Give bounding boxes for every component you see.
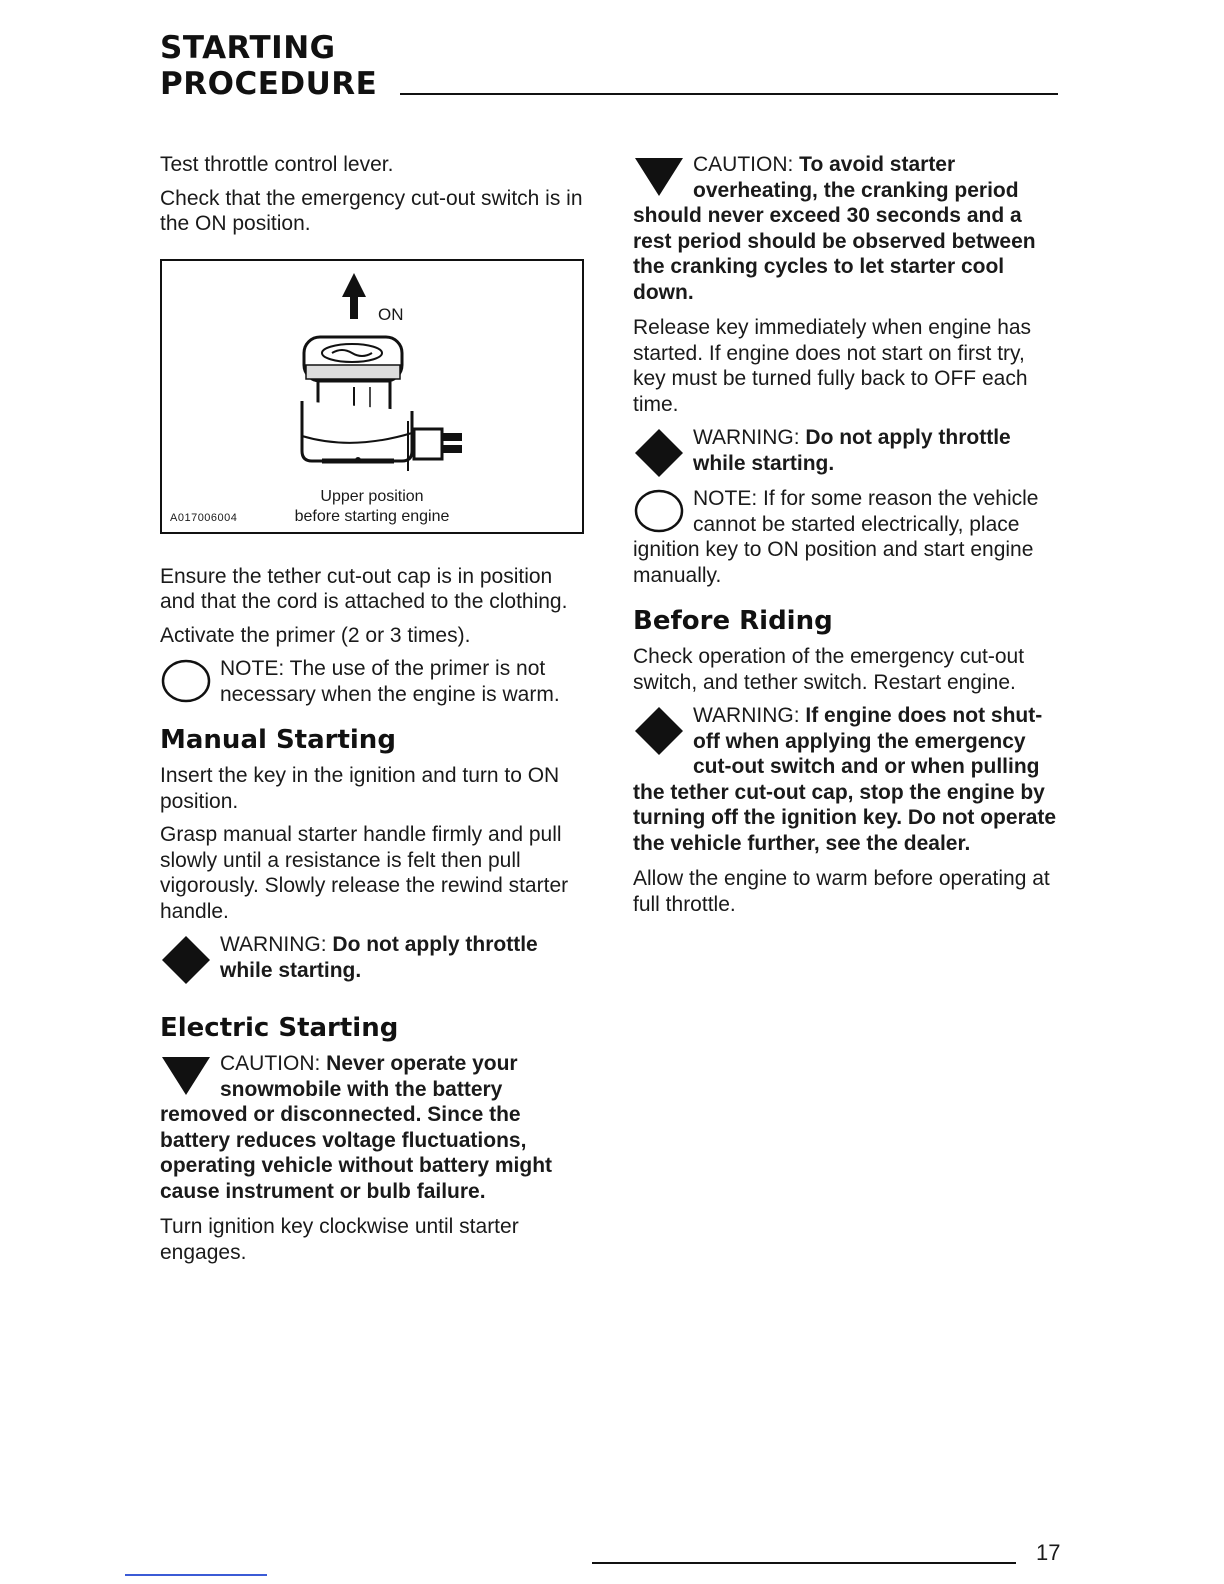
on-label: ON bbox=[378, 304, 404, 324]
header-rule bbox=[400, 93, 1058, 95]
caution-label: CAUTION: bbox=[220, 1052, 321, 1075]
note-circle-icon bbox=[160, 658, 212, 704]
paragraph: Test throttle control lever. bbox=[160, 153, 394, 176]
caution-notice bbox=[633, 152, 1061, 305]
warning-notice bbox=[633, 425, 1061, 476]
note-notice bbox=[160, 656, 588, 707]
note-label: NOTE: bbox=[693, 487, 758, 510]
note-circle-icon bbox=[633, 488, 685, 534]
note-text: The use of the primer is not necessary when the engine is warm. bbox=[220, 657, 560, 706]
paragraph: Allow the engine to warm before operating at full throttle. bbox=[633, 867, 1050, 916]
warning-diamond-icon bbox=[160, 934, 212, 984]
page-title bbox=[160, 30, 377, 102]
paragraph: Turn ignition key clockwise until starter engages. bbox=[160, 1215, 519, 1264]
bottom-edge-mark bbox=[125, 1574, 267, 1576]
figure-caption-line2: before starting engine bbox=[294, 507, 450, 525]
caution-triangle-icon bbox=[633, 154, 685, 196]
figure-caption-line1: Upper position bbox=[320, 487, 424, 505]
warning-text: Do not apply throttle while starting. bbox=[220, 933, 538, 982]
footer-rule bbox=[592, 1562, 1016, 1564]
paragraph: Ensure the tether cut-out cap is in position and that the cord is attached to the clothing. bbox=[160, 564, 568, 613]
caution-text: To avoid starter overheating, the cranking period should never exceed 30 seconds and a rest period should be observed between the cranking cycles to let starter cool down. bbox=[633, 153, 1036, 304]
section-heading-electric-starting: Electric Starting bbox=[160, 1013, 399, 1043]
paragraph: Release key immediately when engine has started. If engine does not start on first try, key must be turned fully back to OFF each time. bbox=[633, 316, 1032, 416]
paragraph: Activate the primer (2 or 3 times). bbox=[160, 623, 471, 647]
right-column bbox=[633, 152, 1061, 925]
warning-text: Do not apply throttle while starting. bbox=[693, 426, 1011, 475]
warning-diamond-icon bbox=[633, 427, 685, 477]
warning-diamond-icon bbox=[633, 705, 685, 755]
note-label: NOTE: bbox=[220, 657, 285, 680]
caution-text: Never operate your snowmobile with the battery removed or disconnected. Since the battery reduces voltage fluctuations, operating vehicle without battery might cause instrument or bulb failure. bbox=[160, 1052, 553, 1203]
caution-notice bbox=[160, 1051, 588, 1204]
paragraph: Insert the key in the ignition and turn to ON position. bbox=[160, 764, 560, 813]
page-title-line1: STARTING bbox=[160, 30, 336, 66]
warning-label: WARNING: bbox=[693, 426, 800, 449]
left-column bbox=[160, 152, 588, 1273]
page-number: 17 bbox=[1036, 1540, 1061, 1565]
warning-text: If engine does not shut-off when applying the emergency cut-out switch and or when pulling the tether cut-out cap, stop the engine by turning off the ignition key. Do not operate the vehicle further, see the dealer. bbox=[633, 704, 1057, 855]
caution-triangle-icon bbox=[160, 1053, 212, 1095]
section-heading-manual-starting: Manual Starting bbox=[160, 725, 396, 755]
warning-label: WARNING: bbox=[220, 933, 327, 956]
paragraph: Grasp manual starter handle firmly and pull slowly until a resistance is felt then pull vigorously. Slowly release the rewind starter handle. bbox=[160, 823, 569, 923]
paragraph: Check that the emergency cut-out switch is in the ON position. bbox=[160, 186, 583, 235]
note-text: If for some reason the vehicle cannot be started electrically, place ignition key to ON position and start engine manually. bbox=[633, 487, 1039, 587]
figure-code: A017006004 bbox=[170, 511, 238, 524]
caution-label: CAUTION: bbox=[693, 153, 794, 176]
warning-notice bbox=[160, 932, 588, 983]
switch-figure bbox=[160, 259, 584, 534]
warning-notice bbox=[633, 703, 1061, 856]
paragraph: Check operation of the emergency cut-out switch, and tether switch. Restart engine. bbox=[633, 645, 1025, 694]
warning-label: WARNING: bbox=[693, 704, 800, 727]
note-notice bbox=[633, 486, 1061, 588]
section-heading-before-riding: Before Riding bbox=[633, 606, 833, 636]
page-title-line2: PROCEDURE bbox=[160, 66, 378, 102]
